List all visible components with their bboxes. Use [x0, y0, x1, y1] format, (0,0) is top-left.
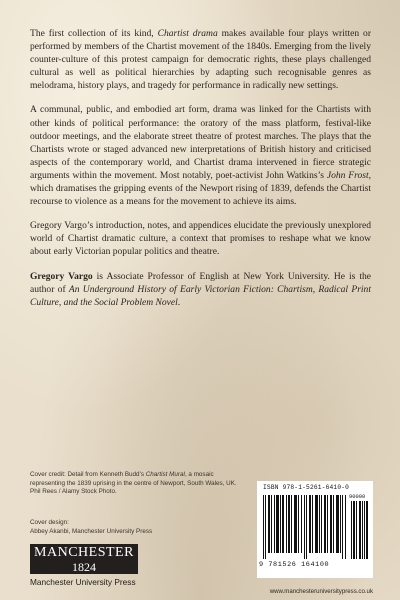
barcode-bars — [263, 495, 347, 559]
blurb-paragraph-3: Gregory Vargo’s introduction, notes, and appendices elucidate the previously unexplored world of Chartist dramatic culture, a context that promises to reshape what we know about early Victorian popular politics and theatre. — [30, 220, 371, 258]
mural-title: Chartist Mural — [145, 471, 185, 478]
cover-design-credit — [30, 519, 240, 536]
author-name: Gregory Vargo — [30, 270, 93, 282]
isbn-barcode — [257, 481, 373, 578]
author-book-title: An Underground History of Early Victorian Fiction: Chartism, Radical Print Culture, and the Social Problem Novel — [30, 283, 371, 308]
back-cover-text — [30, 27, 371, 320]
blurb-text: A communal, public, and embodied art form, drama was linked for the Chartists with other kinds of political performance: the oratory of the mass platform, festival-like outdoor meetings, and the elaborate street theatre of protest marches. The plays that the Chartists wrote or staged advanced new interpretations of British history and criticised aspects of the contemporary world, and Chartist drama intervened in fierce strategic arguments within the movement. Most notably, poet-activist John Watkins’s — [30, 104, 371, 181]
blurb-paragraph-1 — [30, 27, 371, 92]
credit-text: Cover credit: Detail from Kenneth Budd’s — [30, 471, 146, 478]
addon-bars — [351, 501, 369, 559]
blurb-text: makes available four plays written or performed by members of the Chartist movement of the 1840s. Emerging from the lively counter-culture of this protest campaign for democratic rights, these plays challenged cultural as well as political hierarchies by adapting such recognisable genres as melodrama, history plays, and tragedy for performance in radically new settings. — [30, 28, 372, 92]
blurb-text: , which dramatises the gripping events of the Newport rising of 1839, defends the Chartist recourse to violence as a means for the movement to achieve its aims. — [30, 169, 371, 208]
isbn-text: ISBN 978-1-5261-6410-0 — [263, 484, 350, 491]
logo-name: MANCHESTER — [34, 545, 134, 560]
logo-year: 1824 — [72, 560, 96, 574]
addon-code: 90000 — [349, 494, 366, 500]
book-title-italic: Chartist drama — [157, 28, 218, 39]
credit-text: , a mosaic representing the 1839 uprising in the centre of Newport, South Wales, UK. Phil Rees / Alamy Stock Photo. — [30, 471, 237, 496]
cover-credit — [30, 471, 240, 497]
blurb-text: The first collection of its kind, — [30, 28, 158, 39]
designer-name: Abbey Akanbi, Manchester University Press — [30, 527, 153, 535]
publisher-logo — [30, 544, 138, 574]
author-bio — [30, 270, 371, 309]
ean-digits: 9 781526 164100 — [259, 561, 330, 569]
bio-text: is Associate Professor of English at New York University. He is the author of — [30, 270, 371, 295]
design-label: Cover design: — [30, 519, 69, 526]
bio-text: . — [177, 296, 181, 308]
press-name: Manchester University Press — [30, 577, 136, 587]
publisher-url[interactable]: www.manchesteruniversitypress.co.uk — [269, 588, 373, 595]
blurb-paragraph-2 — [30, 103, 371, 208]
play-title-italic: John Frost — [326, 169, 369, 181]
